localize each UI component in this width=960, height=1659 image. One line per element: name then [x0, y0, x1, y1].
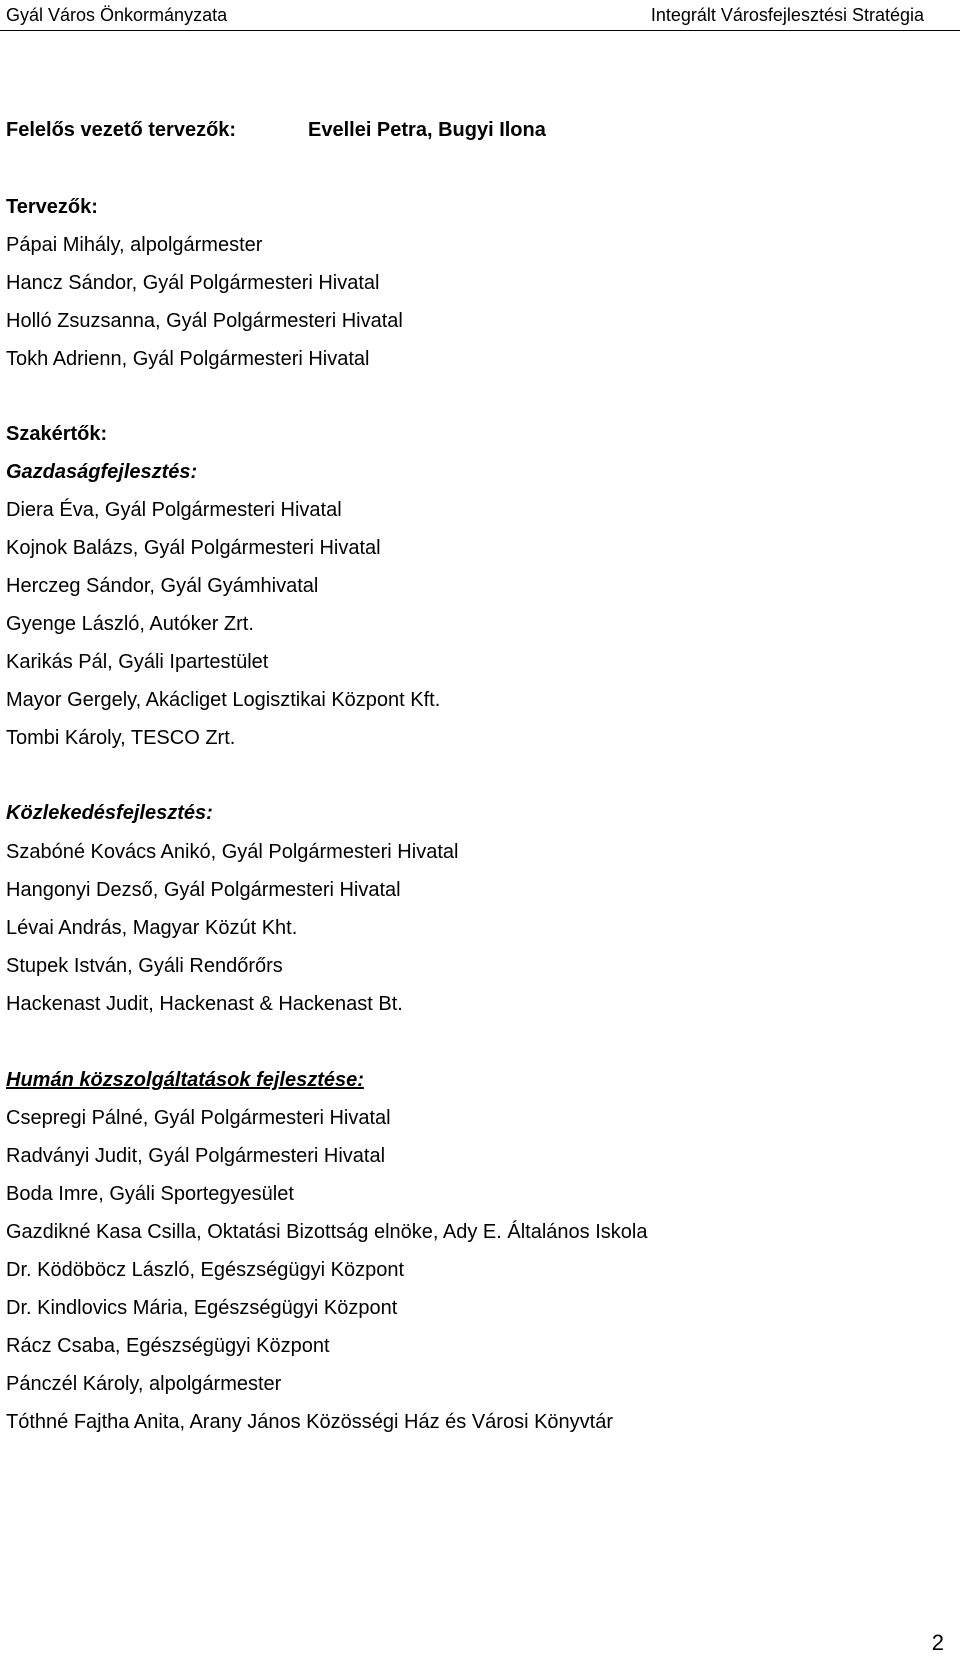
human-expert-item: Rácz Csaba, Egészségügyi Központ: [6, 1335, 330, 1357]
economic-expert-item: Mayor Gergely, Akácliget Logisztikai Központ Kft.: [6, 689, 441, 711]
designer-item: Pápai Mihály, alpolgármester: [6, 234, 263, 256]
header-organization: Gyál Város Önkormányzata: [6, 5, 228, 25]
transport-expert-item: Lévai András, Magyar Közút Kht.: [6, 917, 298, 939]
designer-item: Hancz Sándor, Gyál Polgármesteri Hivatal: [6, 272, 380, 294]
transport-heading: Közlekedésfejlesztés:: [6, 802, 213, 824]
human-expert-item: Tóthné Fajtha Anita, Arany János Közösségi Ház és Városi Könyvtár: [6, 1411, 613, 1433]
human-expert-item: Gazdikné Kasa Csilla, Oktatási Bizottság elnöke, Ady E. Általános Iskola: [6, 1221, 648, 1243]
transport-expert-item: Szabóné Kovács Anikó, Gyál Polgármesteri Hivatal: [6, 841, 459, 863]
transport-expert-item: Stupek István, Gyáli Rendőrőrs: [6, 955, 283, 977]
designer-item: Tokh Adrienn, Gyál Polgármesteri Hivatal: [6, 348, 370, 370]
economic-heading: Gazdaságfejlesztés:: [6, 461, 198, 483]
header-document-title: Integrált Városfejlesztési Stratégia: [650, 5, 924, 25]
transport-expert-item: Hackenast Judit, Hackenast & Hackenast Bt.: [6, 993, 403, 1015]
human-expert-item: Dr. Kindlovics Mária, Egészségügyi Központ: [6, 1297, 398, 1319]
designer-item: Holló Zsuzsanna, Gyál Polgármesteri Hivatal: [6, 310, 403, 332]
human-expert-item: Dr. Ködöböcz László, Egészségügyi Központ: [6, 1259, 405, 1281]
economic-expert-item: Karikás Pál, Gyáli Ipartestület: [6, 651, 269, 673]
designers-heading: Tervezők:: [6, 196, 98, 218]
economic-expert-item: Herczeg Sándor, Gyál Gyámhivatal: [6, 575, 319, 597]
economic-expert-item: Gyenge László, Autóker Zrt.: [6, 613, 254, 635]
human-services-heading: Humán közszolgáltatások fejlesztése:: [6, 1069, 364, 1091]
page-number: 2: [931, 1630, 944, 1655]
economic-expert-item: Kojnok Balázs, Gyál Polgármesteri Hivatal: [6, 537, 381, 559]
human-expert-item: Boda Imre, Gyáli Sportegyesület: [6, 1183, 294, 1205]
human-expert-item: Pánczél Károly, alpolgármester: [6, 1373, 282, 1395]
lead-designers-names: Evellei Petra, Bugyi Ilona: [308, 119, 546, 141]
human-expert-item: Radványi Judit, Gyál Polgármesteri Hivatal: [6, 1145, 386, 1167]
economic-expert-item: Diera Éva, Gyál Polgármesteri Hivatal: [6, 499, 342, 521]
human-expert-item: Csepregi Pálné, Gyál Polgármesteri Hivatal: [6, 1107, 391, 1129]
experts-heading: Szakértők:: [6, 423, 108, 445]
economic-expert-item: Tombi Károly, TESCO Zrt.: [6, 727, 236, 749]
lead-designers-label: Felelős vezető tervezők:: [6, 119, 237, 141]
page-header: [0, 0, 960, 31]
transport-expert-item: Hangonyi Dezső, Gyál Polgármesteri Hivatal: [6, 879, 401, 901]
